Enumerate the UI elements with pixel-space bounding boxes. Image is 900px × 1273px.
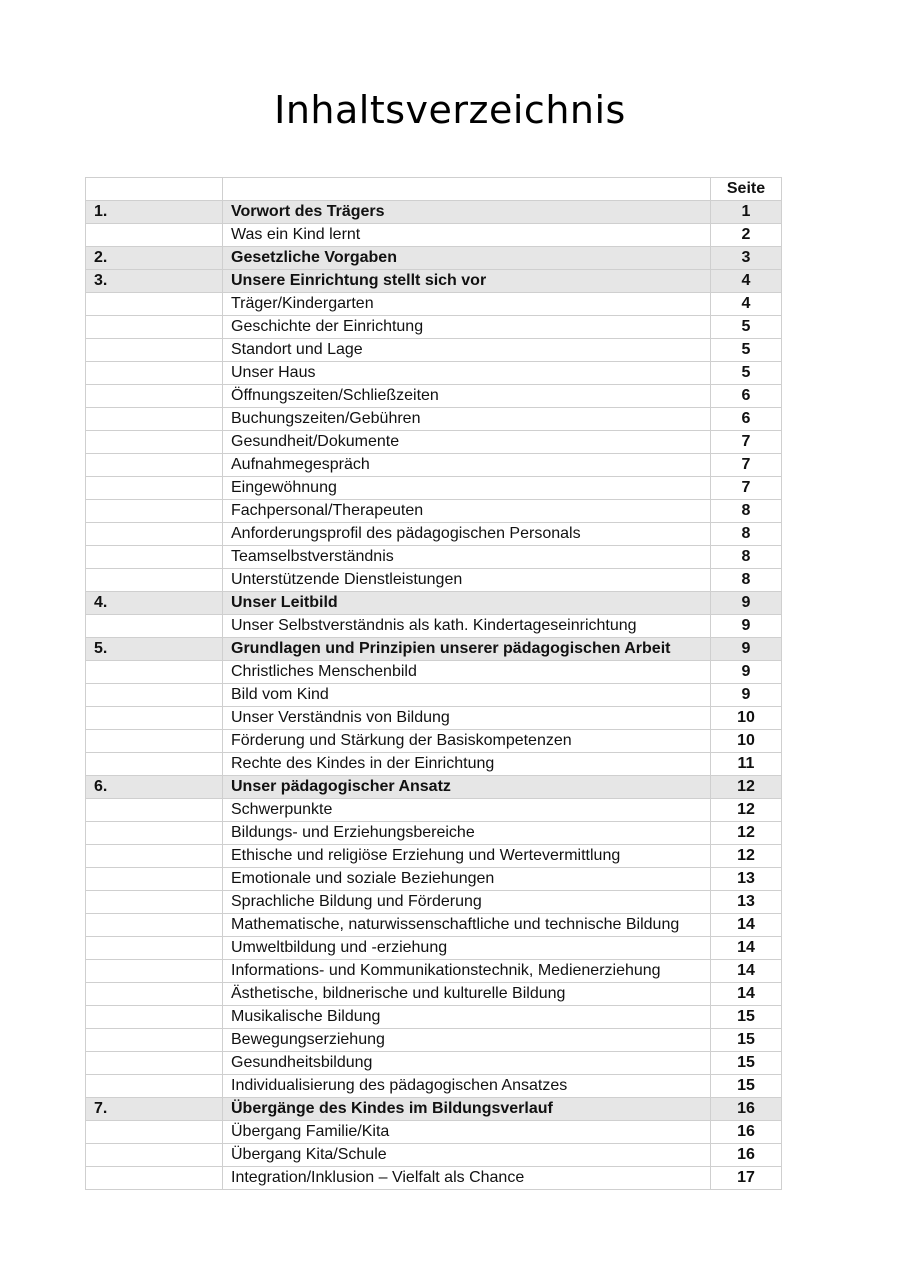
toc-entry-row [86, 362, 782, 385]
toc-page-number: 6 [711, 408, 782, 431]
toc-entry-row [86, 1052, 782, 1075]
toc-entry-row [86, 707, 782, 730]
toc-title: Bewegungserziehung [223, 1029, 711, 1052]
toc-entry-row [86, 1006, 782, 1029]
toc-section-row [86, 592, 782, 615]
toc-entry-row [86, 868, 782, 891]
toc-title: Förderung und Stärkung der Basiskompetenzen [223, 730, 711, 753]
toc-title: Unser Verständnis von Bildung [223, 707, 711, 730]
toc-entry-row [86, 546, 782, 569]
toc-page-number: 7 [711, 454, 782, 477]
toc-title: Ästhetische, bildnerische und kulturelle Bildung [223, 983, 711, 1006]
toc-number [86, 362, 223, 385]
toc-number [86, 799, 223, 822]
toc-title: Teamselbstverständnis [223, 546, 711, 569]
toc-entry-row [86, 523, 782, 546]
toc-entry-row [86, 661, 782, 684]
toc-title: Grundlagen und Prinzipien unserer pädagogischen Arbeit [223, 638, 711, 661]
toc-page-number: 8 [711, 500, 782, 523]
toc-entry-row [86, 408, 782, 431]
toc-number [86, 960, 223, 983]
toc-title: Eingewöhnung [223, 477, 711, 500]
toc-entry-row [86, 937, 782, 960]
toc-page-number: 16 [711, 1098, 782, 1121]
toc-page-number: 16 [711, 1121, 782, 1144]
toc-title: Was ein Kind lernt [223, 224, 711, 247]
toc-title: Emotionale und soziale Beziehungen [223, 868, 711, 891]
toc-number [86, 1121, 223, 1144]
toc-number [86, 339, 223, 362]
toc-number [86, 523, 223, 546]
toc-title: Fachpersonal/Therapeuten [223, 500, 711, 523]
toc-page-number: 12 [711, 799, 782, 822]
toc-number [86, 546, 223, 569]
toc-title: Mathematische, naturwissenschaftliche und technische Bildung [223, 914, 711, 937]
toc-entry-row [86, 1121, 782, 1144]
toc-title: Individualisierung des pädagogischen Ansatzes [223, 1075, 711, 1098]
toc-title: Vorwort des Trägers [223, 201, 711, 224]
toc-page-number: 9 [711, 592, 782, 615]
toc-title: Übergang Familie/Kita [223, 1121, 711, 1144]
toc-title: Unser pädagogischer Ansatz [223, 776, 711, 799]
toc-number: 3. [86, 270, 223, 293]
toc-page-number: 8 [711, 523, 782, 546]
toc-entry-row [86, 339, 782, 362]
table-of-contents [85, 177, 782, 1190]
toc-entry-row [86, 799, 782, 822]
toc-page-number: 5 [711, 316, 782, 339]
toc-number [86, 937, 223, 960]
toc-number: 5. [86, 638, 223, 661]
toc-title: Schwerpunkte [223, 799, 711, 822]
toc-number [86, 408, 223, 431]
toc-page-number: 14 [711, 983, 782, 1006]
toc-page-number: 15 [711, 1029, 782, 1052]
toc-entry-row [86, 914, 782, 937]
toc-entry-row [86, 500, 782, 523]
toc-section-row [86, 1098, 782, 1121]
toc-body [86, 178, 782, 1190]
toc-title: Bild vom Kind [223, 684, 711, 707]
toc-number [86, 1144, 223, 1167]
toc-entry-row [86, 569, 782, 592]
toc-page-number: 3 [711, 247, 782, 270]
toc-number [86, 1075, 223, 1098]
toc-page-number: 13 [711, 891, 782, 914]
toc-number [86, 477, 223, 500]
toc-title: Übergänge des Kindes im Bildungsverlauf [223, 1098, 711, 1121]
toc-section-row [86, 201, 782, 224]
toc-title: Standort und Lage [223, 339, 711, 362]
toc-entry-row [86, 316, 782, 339]
toc-page-number: 15 [711, 1075, 782, 1098]
toc-number [86, 845, 223, 868]
toc-title: Bildungs- und Erziehungsbereiche [223, 822, 711, 845]
toc-title: Öffnungszeiten/Schließzeiten [223, 385, 711, 408]
toc-entry-row [86, 684, 782, 707]
toc-title: Unser Selbstverständnis als kath. Kindertageseinrichtung [223, 615, 711, 638]
toc-page-number: 14 [711, 914, 782, 937]
toc-number [86, 983, 223, 1006]
toc-number [86, 454, 223, 477]
toc-number [86, 891, 223, 914]
toc-entry-row [86, 454, 782, 477]
toc-page-number: 5 [711, 339, 782, 362]
toc-page-number: 10 [711, 707, 782, 730]
toc-page-number: 12 [711, 845, 782, 868]
toc-page-number: 15 [711, 1052, 782, 1075]
toc-number [86, 224, 223, 247]
page-title: Inhaltsverzeichnis [274, 88, 626, 132]
toc-title: Musikalische Bildung [223, 1006, 711, 1029]
toc-page-number: 8 [711, 569, 782, 592]
toc-entry-row [86, 1075, 782, 1098]
toc-number [86, 1006, 223, 1029]
toc-section-row [86, 270, 782, 293]
toc-number [86, 615, 223, 638]
toc-number [86, 730, 223, 753]
toc-number [86, 569, 223, 592]
toc-title: Anforderungsprofil des pädagogischen Personals [223, 523, 711, 546]
toc-page-number: 10 [711, 730, 782, 753]
toc-page-number: 14 [711, 937, 782, 960]
toc-number [86, 1167, 223, 1190]
toc-title: Umweltbildung und -erziehung [223, 937, 711, 960]
toc-title: Unterstützende Dienstleistungen [223, 569, 711, 592]
toc-page-number: 9 [711, 638, 782, 661]
toc-entry-row [86, 615, 782, 638]
toc-page-number: 13 [711, 868, 782, 891]
toc-page-number: 2 [711, 224, 782, 247]
toc-entry-row [86, 1167, 782, 1190]
toc-section-row [86, 247, 782, 270]
toc-entry-row [86, 1144, 782, 1167]
toc-entry-row [86, 385, 782, 408]
toc-entry-row [86, 1029, 782, 1052]
toc-page-number: 1 [711, 201, 782, 224]
toc-page-number: 9 [711, 661, 782, 684]
toc-title: Träger/Kindergarten [223, 293, 711, 316]
toc-page-number: 16 [711, 1144, 782, 1167]
toc-entry-row [86, 983, 782, 1006]
toc-number: 1. [86, 201, 223, 224]
toc-title: Sprachliche Bildung und Förderung [223, 891, 711, 914]
toc-page-number: 4 [711, 270, 782, 293]
toc-entry-row [86, 845, 782, 868]
toc-page-number: 15 [711, 1006, 782, 1029]
toc-page-number: 12 [711, 822, 782, 845]
toc-title: Buchungszeiten/Gebühren [223, 408, 711, 431]
toc-page-number: 9 [711, 615, 782, 638]
toc-title: Unsere Einrichtung stellt sich vor [223, 270, 711, 293]
toc-title: Unser Leitbild [223, 592, 711, 615]
toc-entry-row [86, 224, 782, 247]
toc-number [86, 1029, 223, 1052]
toc-number [86, 500, 223, 523]
toc-number [86, 753, 223, 776]
toc-number [86, 914, 223, 937]
toc-title: Aufnahmegespräch [223, 454, 711, 477]
toc-entry-row [86, 891, 782, 914]
toc-page-number: 6 [711, 385, 782, 408]
toc-number: 6. [86, 776, 223, 799]
toc-page-number: 14 [711, 960, 782, 983]
toc-number [86, 822, 223, 845]
toc-number [86, 431, 223, 454]
toc-page-number: 5 [711, 362, 782, 385]
toc-page-number: 11 [711, 753, 782, 776]
toc-section-row [86, 638, 782, 661]
toc-page-number: 17 [711, 1167, 782, 1190]
toc-title: Rechte des Kindes in der Einrichtung [223, 753, 711, 776]
toc-number [86, 293, 223, 316]
toc-title: Ethische und religiöse Erziehung und Wertevermittlung [223, 845, 711, 868]
toc-title: Unser Haus [223, 362, 711, 385]
toc-number: 7. [86, 1098, 223, 1121]
toc-page-number: 9 [711, 684, 782, 707]
toc-entry-row [86, 960, 782, 983]
toc-number [86, 316, 223, 339]
toc-page-number: 4 [711, 293, 782, 316]
toc-entry-row [86, 730, 782, 753]
toc-number: 4. [86, 592, 223, 615]
toc-number [86, 385, 223, 408]
toc-page-number: 7 [711, 431, 782, 454]
toc-entry-row [86, 477, 782, 500]
toc-title: Informations- und Kommunikationstechnik, Medienerziehung [223, 960, 711, 983]
toc-number [86, 1052, 223, 1075]
toc-entry-row [86, 753, 782, 776]
toc-title: Gesetzliche Vorgaben [223, 247, 711, 270]
toc-page-number: 7 [711, 477, 782, 500]
toc-entry-row [86, 431, 782, 454]
toc-title: Integration/Inklusion – Vielfalt als Chance [223, 1167, 711, 1190]
toc-header-row [86, 178, 782, 201]
header-num-cell [86, 178, 223, 201]
toc-title: Geschichte der Einrichtung [223, 316, 711, 339]
page-column-header: Seite [711, 178, 782, 201]
toc-title: Übergang Kita/Schule [223, 1144, 711, 1167]
toc-number [86, 684, 223, 707]
toc-title: Gesundheitsbildung [223, 1052, 711, 1075]
toc-number [86, 661, 223, 684]
toc-title: Christliches Menschenbild [223, 661, 711, 684]
toc-entry-row [86, 293, 782, 316]
toc-entry-row [86, 822, 782, 845]
toc-number [86, 707, 223, 730]
toc-number: 2. [86, 247, 223, 270]
toc-section-row [86, 776, 782, 799]
toc-page-number: 8 [711, 546, 782, 569]
header-title-cell [223, 178, 711, 201]
toc-title: Gesundheit/Dokumente [223, 431, 711, 454]
toc-page-number: 12 [711, 776, 782, 799]
toc-number [86, 868, 223, 891]
